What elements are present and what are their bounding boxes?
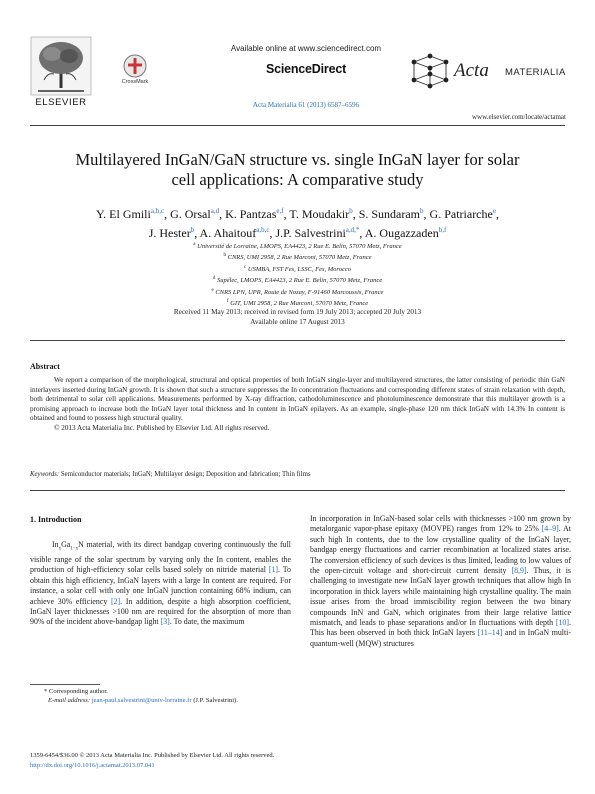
journal-homepage-link[interactable]: www.elsevier.com/locate/actamat — [471, 113, 566, 121]
affiliation-item — [30, 274, 565, 285]
available-online-date: Available online 17 August 2013 — [250, 317, 345, 326]
footnote — [30, 687, 291, 706]
citation-link[interactable]: [11–14] — [477, 628, 503, 638]
corresponding-author-note: * Corresponding author. — [44, 688, 108, 695]
doi-link[interactable]: http://dx.doi.org/10.1016/j.actamat.2013.07.041 — [30, 761, 155, 769]
right-column — [310, 514, 571, 649]
affiliation-sup: a — [193, 242, 196, 247]
publisher-name: ELSEVIER — [35, 97, 87, 108]
citation-link[interactable]: [1] — [268, 565, 279, 575]
available-online-text: Available online at www.sciencedirect.com — [230, 44, 382, 53]
logo-materialia-word: MATERIALIA — [505, 67, 566, 78]
author-sep: , — [219, 207, 226, 221]
email-suffix: (J.P. Salvestrini). — [191, 697, 238, 705]
author-name: K. Pantzas — [225, 207, 277, 221]
abstract-top-rule — [30, 340, 565, 341]
elsevier-tree-icon — [30, 36, 92, 96]
article-title — [30, 150, 565, 190]
email-label: E-mail address: — [48, 697, 91, 705]
author-sep: , — [164, 207, 171, 221]
title-line-1: Multilayered InGaN/GaN structure vs. single InGaN layer for solar — [75, 150, 520, 169]
citation-link[interactable]: [4–9] — [541, 524, 559, 534]
citation-link[interactable]: [8,9] — [511, 566, 527, 576]
citation-link[interactable]: [10] — [555, 618, 570, 628]
text-run: . Thus, it is challenging to investigate new InGaN layer growth techniques that allow high In incorporation in thick layers while maintaining high crystalline quality. The main issue arises from the broad immiscibility region between the two binary compounds InN and GaN, which originates from their large relative lattice mismatch, and leads to phase separations and/or In fluctuations with depth — [310, 566, 571, 628]
journal-reference-link[interactable]: Acta Materialia 61 (2013) 6587–6596 — [252, 101, 360, 109]
author-sep: , — [269, 226, 276, 240]
author-name: J.P. Salvestrini — [275, 226, 346, 240]
author-sep: , — [352, 207, 359, 221]
affiliation-item — [30, 251, 565, 262]
header-rule — [30, 125, 565, 126]
author-sep: , — [194, 226, 200, 240]
affiliation-item — [30, 286, 565, 297]
text-run: . At such high In contents, due to the low crystalline quality of the InGaN layer, bandgap energy fluctuations and carrier recombination at localized states arise. The conversion efficiency of such devices is thus limited, leading to low values of the open-circuit voltage and short-circuit current density — [310, 524, 571, 576]
text-run: . To obtain this high efficiency, InGaN layers with a large In content are required. For instance, a solar cell with only one InGaN junction containing 68% indium, can achieve 30% efficiency — [30, 565, 291, 606]
author-name: A. Ougazzaden — [364, 226, 439, 240]
affiliation-text: Université de Lorraine, LMOPS, EA4423, 2 Rue E. Belin, 57070 Metz, France — [197, 243, 402, 251]
author-line-1 — [30, 203, 565, 222]
crossmark-icon — [120, 54, 150, 79]
acta-materialia-logo — [408, 52, 566, 98]
affiliation-item — [30, 297, 565, 308]
email-link[interactable]: jean-paul.salvestrini@univ-lorraine.fr — [91, 697, 192, 705]
affiliation-text: GIT, UMI 2958, 2 Rue Marconi, 57070 Metz, France — [230, 300, 369, 308]
author-line-2 — [30, 222, 565, 241]
author-affil-sup[interactable]: e,f — [276, 207, 284, 215]
author-sep: , — [283, 207, 290, 221]
author-name: G. Orsal — [170, 207, 211, 221]
email-line — [30, 696, 291, 705]
text-run: . This has been observed in both thick InGaN layers — [310, 618, 571, 638]
affiliation-text: Supélec, LMOPS, EA4423, 2 Rue E. Belin, 57070 Metz, France — [216, 277, 383, 285]
author-list — [30, 203, 565, 241]
affiliation-item — [30, 240, 565, 251]
abstract-text: We report a comparison of the morphological, structural and optical properties of both InGaN single-layer and multilayered structures, the latter consisting of periodic thin GaN interlayers inserted during InGaN growth. It is shown that such a structure suppresses the In concentration fluctuations and corresponding different states of strain relaxation with depth, both detrimental to solar cell applications. Measurements performed by X-ray diffraction, cathodoluminescence and photoluminescence demonstrate that this multilayer growth is a promising approach to increase both the InGaN layer total thickness and In content in InGaN epilayers. As an example, single-phase 120 nm thick InGaN with 14.3% In content is obtained and found to possess high structural quality. — [30, 376, 565, 423]
logo-acta-word: Acta — [454, 60, 489, 81]
affiliation-text: CNRS, UMI 2958, 2 Rue Marconi, 57070 Metz, France — [227, 254, 372, 262]
crossmark-label: CrossMark — [121, 79, 149, 85]
author-affil-sup[interactable]: b — [349, 207, 353, 215]
issn-line: 1359-6454/$36.00 © 2013 Acta Materialia Inc. Published by Elsevier Ltd. All rights reserved. — [30, 752, 275, 759]
author-affil-sup[interactable]: e — [492, 207, 496, 215]
author-affil-sup[interactable]: b — [190, 226, 195, 234]
abstract-bottom-rule — [30, 490, 565, 491]
abstract-copyright: © 2013 Acta Materialia Inc. Published by Elsevier Ltd. All rights reserved. — [54, 423, 270, 432]
text-sub: 1−x — [70, 546, 79, 552]
author-affil-sup[interactable]: a,b,c — [256, 226, 270, 234]
section-heading: 1. Introduction — [30, 515, 82, 524]
affiliation-list — [30, 240, 565, 309]
text-run: In incorporation in InGaN-based solar cells with thicknesses >100 nm grown by metalorganic vapor-phase epitaxy (MOVPE) ranges from 12% to 25% — [310, 514, 571, 534]
text-run: In — [52, 540, 59, 549]
text-run: . To date, the maximum — [169, 617, 245, 627]
author-name: G. Patriarche — [429, 207, 493, 221]
affiliation-sup: c — [244, 264, 247, 270]
article-history — [30, 308, 565, 327]
author-affil-sup[interactable]: a,d,* — [345, 226, 360, 234]
keywords-label: Keywords: — [30, 471, 60, 478]
crossmark-badge[interactable] — [120, 54, 150, 88]
author-name: S. Sundaram — [358, 207, 421, 221]
text-run: . In addition, despite a high absorption coefficient, InGaN layer thicknesses >100 nm are required for the absorption of more than 90% of the incident above-bandgap light — [30, 596, 291, 627]
text-run: and in InGaN multi-quantum-well (MQW) structures — [310, 628, 571, 648]
affiliation-sup: e — [211, 287, 214, 293]
elsevier-logo — [30, 36, 92, 111]
author-name: A. Ahaitouf — [199, 226, 257, 240]
author-name: Y. El Gmili — [96, 207, 151, 221]
author-affil-sup[interactable]: a,b,c — [150, 207, 165, 215]
affiliation-text: USMBA, FST Fes, LSSC, Fes, Morocco — [247, 266, 351, 274]
author-name: J. Hester — [148, 226, 191, 240]
author-affil-sup[interactable]: b — [420, 207, 424, 215]
abstract-body — [30, 376, 565, 434]
affiliation-sup: f — [226, 299, 229, 305]
text-run: Ga — [61, 540, 71, 549]
publication-info — [30, 751, 430, 770]
citation-link[interactable]: [3] — [160, 617, 170, 627]
text-run: N material, with its direct bandgap covering continuously the full visible range of the solar spectrum by varying only the In content, enables the production of high-efficiency solar cells based solely on nitride material — [30, 540, 291, 575]
text-sub: x — [58, 546, 62, 552]
affiliation-text: CNRS LPN, UPR, Route de Nozay, F-91460 Marcoussis, France — [215, 288, 384, 296]
intro-paragraph-continued — [310, 514, 571, 649]
keywords-text: Semiconductor materials; InGaN; Multilayer design; Deposition and fabrication; Thin films — [60, 471, 311, 478]
abstract-heading: Abstract — [30, 362, 60, 371]
affiliation-item — [30, 263, 565, 274]
author-name: T. Moudakir — [289, 207, 350, 221]
citation-link[interactable]: [2] — [110, 596, 121, 606]
author-affil-sup[interactable]: b,f — [438, 226, 447, 234]
received-dates: Received 11 May 2013; received in revised form 19 July 2013; accepted 20 July 2013 — [173, 308, 422, 316]
affiliation-sup: b — [223, 253, 227, 259]
crystal-lattice-icon — [408, 52, 452, 96]
author-sep: , — [423, 207, 430, 221]
keywords — [30, 471, 565, 478]
author-affil-sup[interactable]: a,d — [210, 207, 220, 215]
author-sep: , — [495, 207, 499, 221]
intro-paragraph — [30, 540, 291, 628]
left-column — [30, 540, 291, 628]
author-sep: , — [359, 226, 365, 240]
title-line-2: cell applications: A comparative study — [171, 170, 424, 189]
sciencedirect-brand[interactable]: ScienceDirect — [265, 62, 347, 76]
affiliation-sup: d — [212, 276, 216, 282]
footnote-rule — [30, 684, 100, 685]
